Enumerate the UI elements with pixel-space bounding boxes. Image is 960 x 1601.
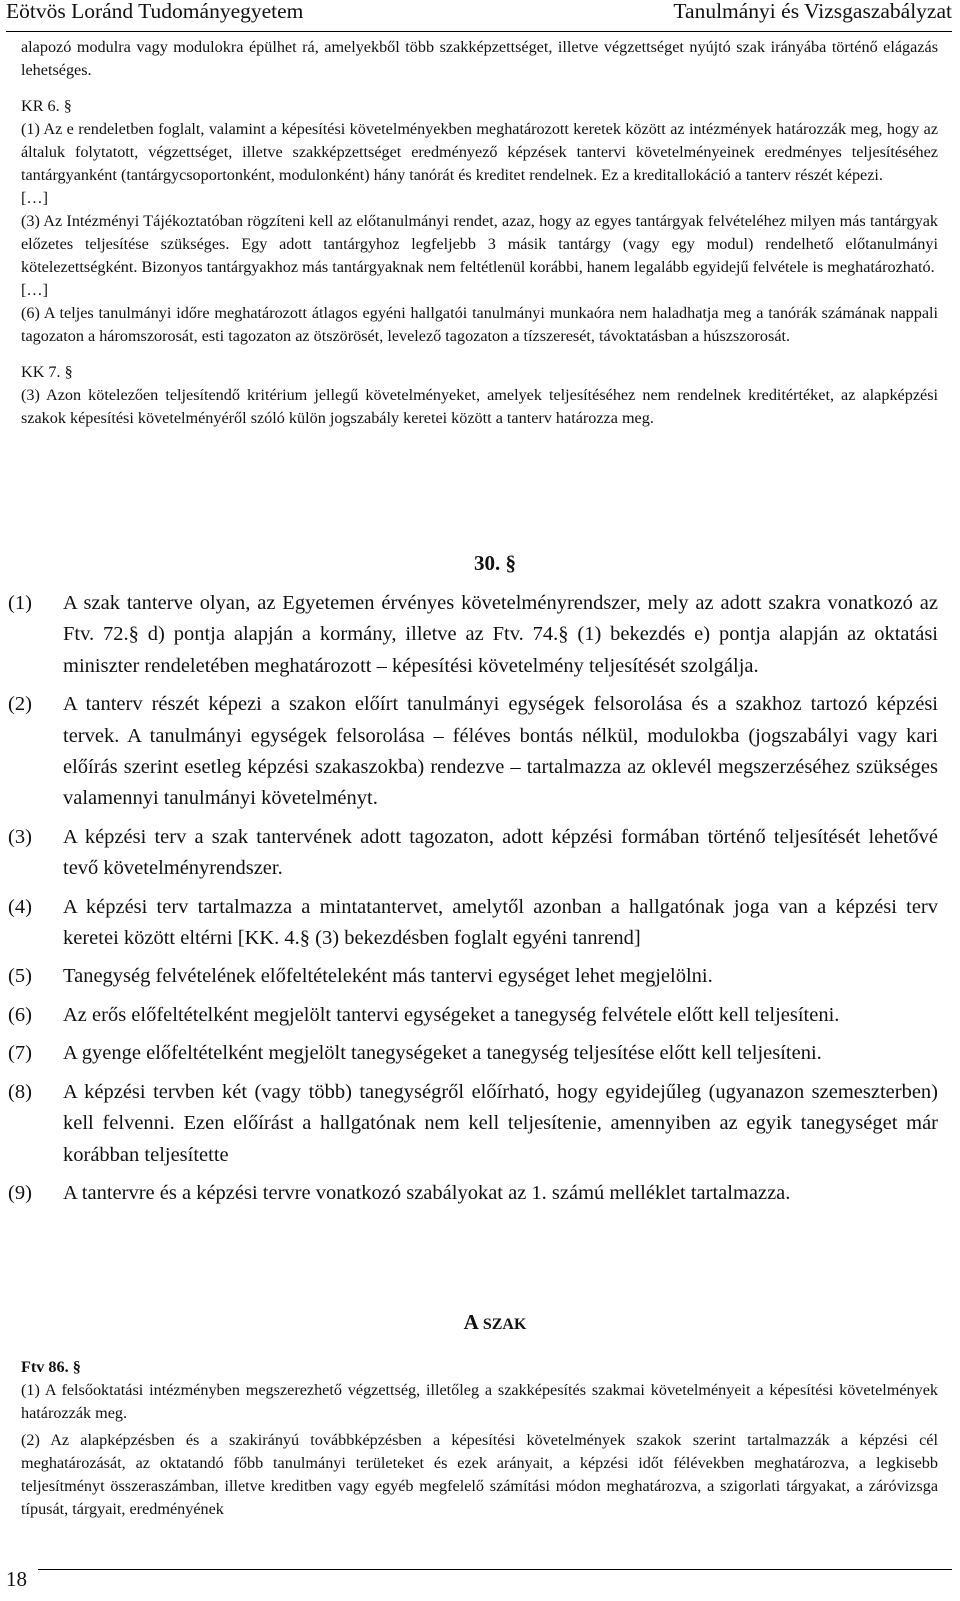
header-document-title: Tanulmányi és Vizsgaszabályzat [673, 0, 952, 23]
quoted-regulation-block [21, 36, 938, 430]
footer-rule [38, 1569, 952, 1570]
item-number: (9) [8, 1181, 32, 1204]
item-number: (4) [8, 895, 32, 918]
list-item [8, 588, 938, 682]
item-number: (3) [8, 825, 32, 848]
ftv86-title: Ftv 86. § [21, 1358, 81, 1376]
item-number: (1) [8, 592, 32, 614]
item-text: Az erős előfeltételként megjelölt tantervi egységeket a tanegység felvétele előtt kell teljesíteni. [63, 1003, 840, 1026]
item-number: (8) [8, 1080, 32, 1103]
list-item [8, 822, 938, 885]
kr6-title: KR 6. § [21, 97, 72, 115]
item-text: A tantervre és a képzési tervre vonatkozó szabályokat az 1. számú melléklet tartalmazza. [63, 1181, 791, 1204]
list-item [8, 1000, 938, 1031]
kr6-paragraph-1: (1) Az e rendeletben foglalt, valamint a képesítési követelményekben meghatározott keretek között az intézmények határozzák meg, hogy az általuk folytatott, végzettséget, illetve szakképzettséget eredményező képzések tantervi követelményeinek eredményes teljesítéséhez tantárgyanként (tantárgycsoportonként, modulonként) hány tanórát és kreditet rendelnek. Ez a kreditallokáció a tanterv részét képezi. [21, 120, 938, 184]
item-number: (5) [8, 965, 32, 988]
list-item [8, 892, 938, 955]
item-text: A gyenge előfeltételként megjelölt tanegységeket a tanegység teljesítése előtt kell teljesíteni. [63, 1042, 822, 1065]
list-item [8, 1077, 938, 1171]
page-number: 18 [6, 1567, 27, 1591]
ftv86-paragraph-2: (2) Az alapképzésben és a szakirányú továbbképzésben a képesítési követelmények szakok szerint tartalmazzák a képzési cél meghatározását, az oktatandó főbb tanulmányi területeket és ezek arányait, a képzési időt félévekben meghatározva, a legkisebb teljesítményt összeraszámban, illetve kreditben vagy egyéb megfelelő számítási módon meghatározva, a szigorlati tárgyakat, a záróvizsga típusát, tárgyait, eredményének [21, 1431, 938, 1518]
list-item [8, 961, 938, 992]
list-item [8, 689, 938, 815]
kr6-paragraph-6: (6) A teljes tanulmányi időre meghatározott átlagos egyéni hallgatói tanulmányi munkaóra nem haladhatja meg a tanórák számának nappali tagozaton a háromszorosát, esti tagozaton az ötszörösét, levelező tagozaton a tízszeresét, távoktatásban a húszszorosát. [21, 304, 938, 345]
item-number: (6) [8, 1003, 32, 1026]
item-text: A tanterv részét képezi a szakon előírt tanulmányi egységek felsorolása és a szakhoz tartozó képzési tervek. A tanulmányi egységek felsorolása – féléves bontás nélkül, modulokba (jogszabályi vagy kari előírás szerint esetleg képzési szakaszokba) rendezve – tartalmazza az oklevél megszerzéséhez szükséges valamennyi tanulmányi követelményt. [63, 693, 938, 810]
a-szak-heading-rest: SZAK [482, 1316, 527, 1333]
a-szak-heading-first: A [463, 1310, 483, 1334]
kk7-title: KK 7. § [21, 363, 73, 381]
kr6-paragraph-3: (3) Az Intézményi Tájékoztatóban rögzíteni kell az előtanulmányi rendet, azaz, hogy az egyes tantárgyak felvételéhez milyen más tantárgyak előzetes teljesítése szükséges. Egy adott tantárgyhoz legfeljebb 3 másik tantárgy (vagy egy modul) rendelhető előtanulmányi kötelezettségként. Bizonyos tantárgyakhoz más tantárgyaknak nem feltétlenül korábbi, hanem legalább egyidejű felvétele is meghatározható. [21, 212, 938, 276]
section-30-heading: 30. § [474, 551, 516, 575]
ftv86-paragraph-1: (1) A felsőoktatási intézményben megszerezhető végzettség, illetőleg a szakképesítés szakmai követelményeit a képesítési követelmények határozzák meg. [21, 1381, 938, 1422]
ellipsis: […] [21, 281, 48, 299]
ftv86-block [21, 1356, 938, 1521]
page-header [6, 0, 952, 32]
list-item [8, 1038, 938, 1069]
header-university: Eötvös Loránd Tudományegyetem [6, 0, 304, 23]
item-number: (2) [8, 693, 32, 716]
ellipsis: […] [21, 189, 48, 207]
section-30-list [8, 588, 938, 1216]
item-text: A képzési tervben két (vagy több) tanegységről előírható, hogy egyidejűleg (ugyanazon szemeszterben) kell felvenni. Ezen előírást a hallgatónak nem kell teljesítenie, amennyiben az egyik tanegységet már korábban teljesítette [63, 1080, 938, 1166]
intro-paragraph: alapozó modulra vagy modulokra épülhet rá, amelyekből több szakképzettséget, illetve végzettséget nyújtó szak irányába történő elágazás lehetséges. [21, 38, 938, 79]
item-text: A képzési terv a szak tantervének adott tagozaton, adott képzési formában történő teljesítését lehetővé tevő követelményrendszer. [63, 825, 938, 880]
item-text: Tanegység felvételének előfeltételeként más tantervi egységet lehet megjelölni. [63, 965, 713, 988]
item-number: (7) [8, 1042, 32, 1065]
a-szak-heading [0, 1310, 960, 1335]
item-text: A szak tanterve olyan, az Egyetemen érvényes követelményrendszer, mely az adott szakra vonatkozó az Ftv. 72.§ d) pontja alapján a kormány, illetve az Ftv. 74.§ (1) bekezdés e) pontja alapján az oktatási miniszter rendeletében meghatározott – képesítési követelmény teljesítését szolgálja. [63, 592, 938, 677]
item-text: A képzési terv tartalmazza a mintatantervet, amelytől azonban a hallgatónak joga van a képzési terv keretei között eltérni [KK. 4.§ (3) bekezdésben foglalt egyéni tanrend] [63, 895, 938, 950]
kk7-paragraph-3: (3) Azon kötelezően teljesítendő kritérium jellegű követelményeket, amelyek teljesítéséhez nem rendelnek kreditértéket, az alapképzési szakok képesítési követelményéről szóló külön jogszabály keretei között a tanterv határozza meg. [21, 386, 938, 427]
list-item [8, 1178, 938, 1209]
